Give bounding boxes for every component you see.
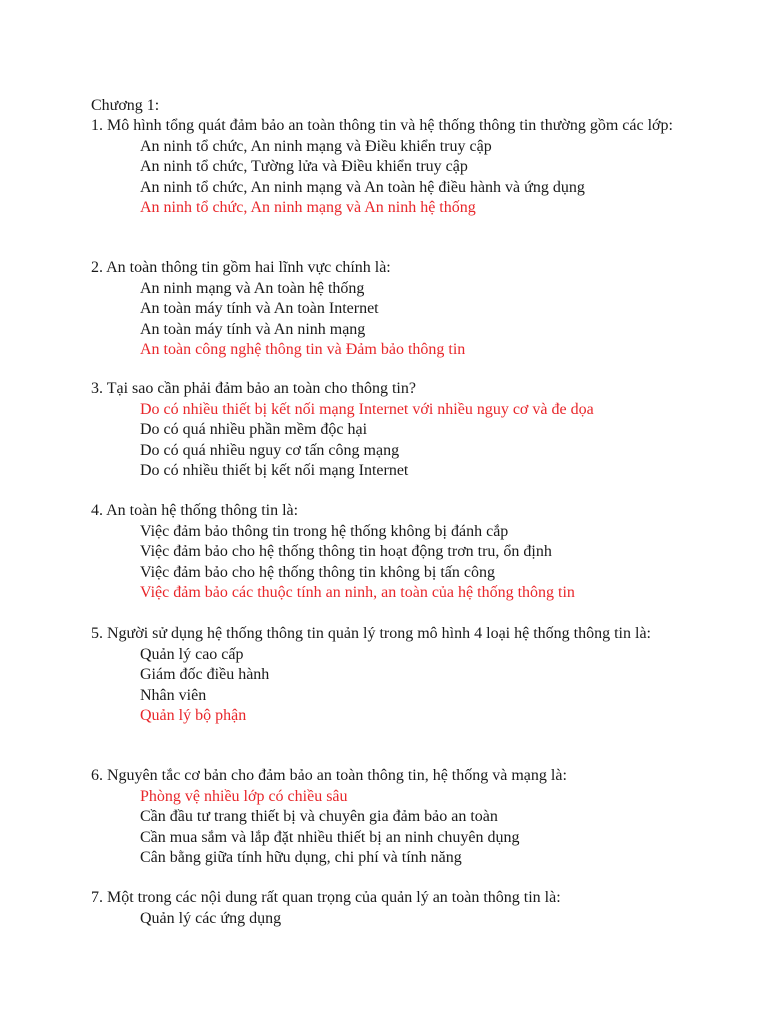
question-text: 4. An toàn hệ thống thông tin là: — [91, 502, 299, 519]
question-text: 5. Người sử dụng hệ thống thông tin quản lý trong mô hình 4 loại hệ thống thông tin là: — [91, 625, 651, 642]
answer-option: Quản lý các ứng dụng — [140, 909, 282, 927]
answer-option: Nhân viên — [140, 686, 207, 704]
answer-option: Việc đảm bảo cho hệ thống thông tin không bị tấn công — [140, 563, 495, 581]
answer-option: An ninh mạng và An toàn hệ thống — [140, 279, 365, 297]
answer-option: Do có quá nhiều phần mềm độc hại — [140, 421, 368, 438]
answer-option: An toàn máy tính và An ninh mạng — [140, 320, 366, 338]
answer-option: Giám đốc điều hành — [140, 666, 270, 683]
answer-list — [91, 400, 691, 482]
question-5 — [91, 624, 691, 727]
answer-option: An ninh tổ chức, An ninh mạng và An ninh hệ thống — [140, 199, 476, 216]
question-text: 1. Mô hình tổng quát đảm bảo an toàn thông tin và hệ thống thông tin thường gồm các lớp: — [91, 117, 673, 134]
answer-option: Quản lý bộ phận — [140, 707, 247, 724]
question-3 — [91, 379, 691, 482]
question-text: 3. Tại sao cần phải đảm bảo an toàn cho thông tin? — [91, 380, 416, 397]
answer-option: An ninh tổ chức, An ninh mạng và Điều khiển truy cập — [140, 137, 492, 155]
question-6 — [91, 766, 691, 869]
answer-option: An ninh tổ chức, Tường lửa và Điều khiển truy cập — [140, 158, 468, 175]
answer-option: Việc đảm bảo các thuộc tính an ninh, an toàn của hệ thống thông tin — [140, 584, 575, 601]
answer-option: An ninh tổ chức, An ninh mạng và An toàn hệ điều hành và ứng dụng — [140, 178, 585, 196]
answer-list — [91, 909, 691, 930]
answer-option: Cần đầu tư trang thiết bị và chuyên gia đảm bảo an toàn — [140, 808, 498, 825]
answer-list — [91, 279, 691, 361]
answer-option: Cân bằng giữa tính hữu dụng, chi phí và tính năng — [140, 849, 462, 866]
answer-option: Do có nhiều thiết bị kết nối mạng Internet với nhiều nguy cơ và đe dọa — [140, 400, 594, 418]
question-2 — [91, 258, 691, 361]
answer-option: An toàn công nghệ thông tin và Đảm bảo thông tin — [140, 341, 466, 358]
question-7 — [91, 888, 691, 929]
answer-option: Việc đảm bảo thông tin trong hệ thống không bị đánh cắp — [140, 522, 509, 540]
question-text: 7. Một trong các nội dung rất quan trọng của quản lý an toàn thông tin là: — [91, 889, 561, 906]
answer-option: Do có quá nhiều nguy cơ tấn công mạng — [140, 441, 400, 459]
answer-list — [91, 787, 691, 869]
chapter-title: Chương 1: — [91, 97, 160, 114]
answer-list — [91, 522, 691, 604]
question-text: 2. An toàn thông tin gồm hai lĩnh vực chính là: — [91, 259, 391, 276]
answer-list — [91, 137, 691, 219]
answer-list — [91, 645, 691, 727]
answer-option: Do có nhiều thiết bị kết nối mạng Internet — [140, 462, 409, 479]
answer-option: Việc đảm bảo cho hệ thống thông tin hoạt động trơn tru, ổn định — [140, 543, 552, 560]
answer-option: Quản lý cao cấp — [140, 645, 244, 663]
question-1 — [91, 116, 691, 219]
answer-option: Phòng vệ nhiều lớp có chiều sâu — [140, 787, 348, 805]
answer-option: An toàn máy tính và An toàn Internet — [140, 300, 379, 317]
question-text: 6. Nguyên tắc cơ bản cho đảm bảo an toàn thông tin, hệ thống và mạng là: — [91, 767, 567, 784]
answer-option: Cần mua sắm và lắp đặt nhiều thiết bị an ninh chuyên dụng — [140, 828, 520, 846]
question-4 — [91, 501, 691, 604]
